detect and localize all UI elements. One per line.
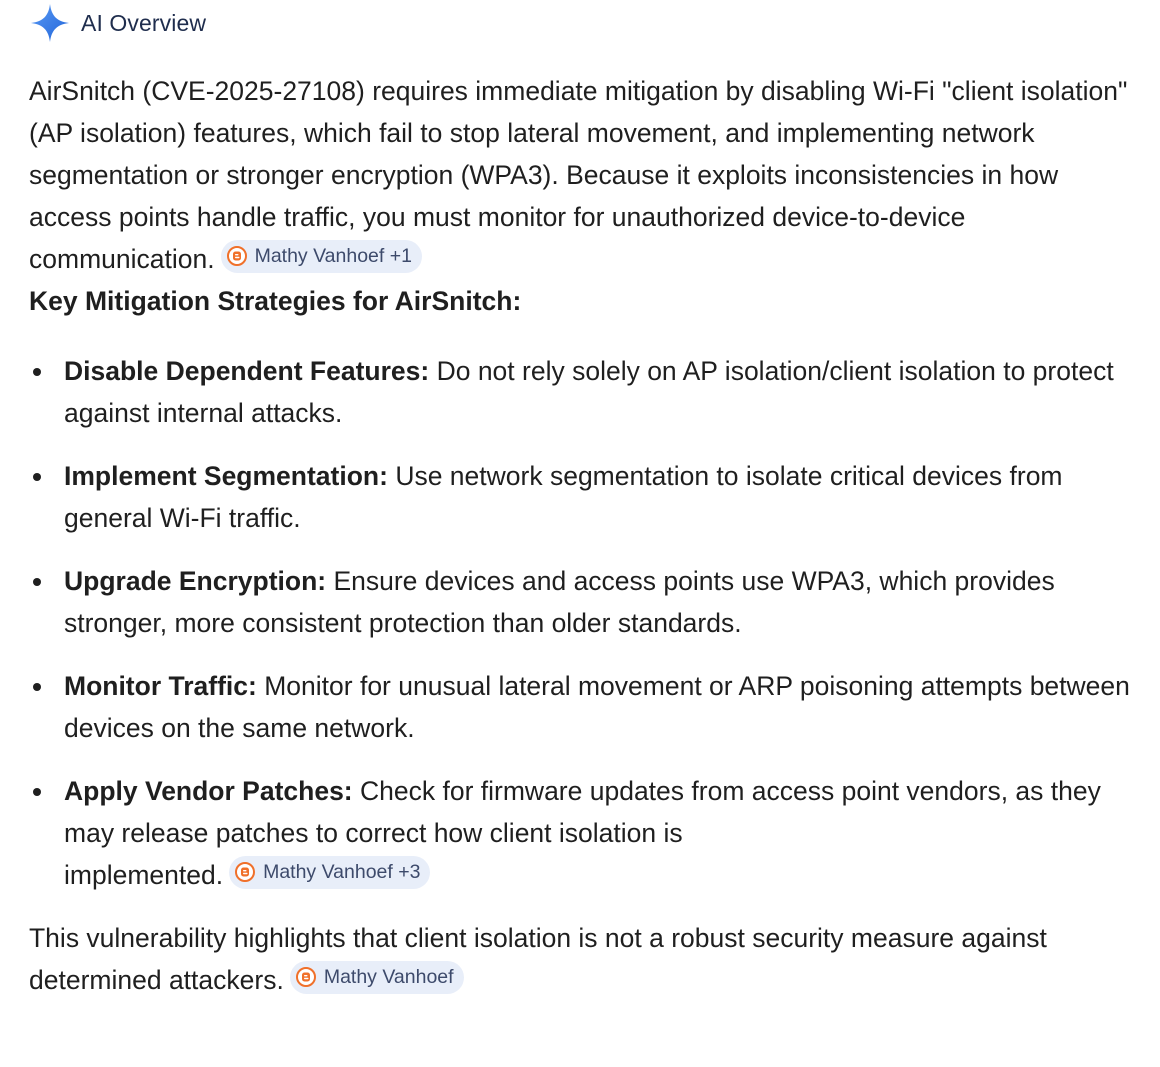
strategy-title: Apply Vendor Patches:	[64, 776, 353, 806]
intro-text: AirSnitch (CVE-2025-27108) requires immediate mitigation by disabling Wi-Fi "client isolation" (AP isolation) features, which fail to stop lateral movement, and implementing network segmentation or stronger encryption (WPA3). Because it exploits inconsistencies in how access points handle traffic, you must monitor for unauthorized device-to-device communication.	[29, 76, 1128, 274]
strategy-list	[29, 350, 1139, 896]
strategy-text-tail: implemented.	[64, 860, 224, 890]
source-chip-label: Mathy Vanhoef	[323, 965, 454, 988]
source-chip-label: Mathy Vanhoef +1	[254, 244, 412, 267]
strategy-item	[29, 455, 1139, 539]
strategy-text: Ensure devices and access points use WPA3, which provides stronger, more consistent protection than older standards.	[64, 566, 1055, 638]
ai-overview-header	[30, 2, 206, 44]
source-chip-intro[interactable]	[221, 240, 422, 273]
gemini-spark-icon	[30, 3, 70, 43]
closing-text: This vulnerability highlights that client isolation is not a robust security measure against determined attackers.	[29, 923, 1047, 995]
blogger-icon	[227, 246, 247, 266]
strategy-title: Implement Segmentation:	[64, 461, 388, 491]
ai-overview-body	[29, 70, 1139, 1001]
strategy-text: Monitor for unusual lateral movement or ARP poisoning attempts between devices on the same network.	[64, 671, 1130, 743]
source-chip-closing[interactable]	[290, 961, 464, 994]
strategy-title: Disable Dependent Features:	[64, 356, 430, 386]
section-heading: Key Mitigation Strategies for AirSnitch:	[29, 286, 522, 316]
closing-paragraph	[29, 917, 1139, 1001]
strategy-title: Upgrade Encryption:	[64, 566, 327, 596]
strategy-item	[29, 350, 1139, 434]
strategy-text: Check for firmware updates from access point vendors, as they may release patches to correct how client isolation is	[64, 776, 1101, 848]
strategy-item	[29, 665, 1139, 749]
intro-paragraph	[29, 70, 1139, 280]
ai-overview-title: AI Overview	[81, 9, 207, 36]
strategy-item	[29, 770, 1139, 896]
source-chip-label: Mathy Vanhoef +3	[263, 860, 421, 883]
strategy-title: Monitor Traffic:	[64, 671, 257, 701]
blogger-icon	[235, 862, 255, 882]
source-chip-patches[interactable]	[229, 856, 430, 889]
blogger-icon	[296, 967, 316, 987]
strategy-item	[29, 560, 1139, 644]
strategy-text: Use network segmentation to isolate critical devices from general Wi-Fi traffic.	[64, 461, 1063, 533]
strategy-text: Do not rely solely on AP isolation/client isolation to protect against internal attacks.	[64, 356, 1114, 428]
